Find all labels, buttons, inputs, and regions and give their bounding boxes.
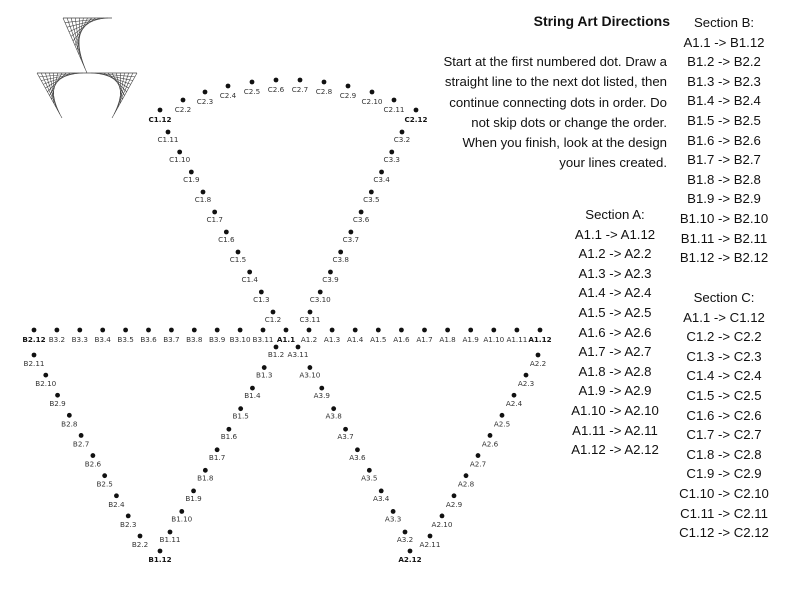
direction-item: A1.7 -> A2.7 [578,344,652,360]
dot-C1-6 [224,230,229,235]
dot-label: C3.4 [373,175,390,184]
dot-label: C2.11 [383,105,405,114]
dot-label: C2.2 [174,105,192,114]
dot-C3-3 [389,150,394,155]
direction-item: B1.9 -> B2.9 [687,191,761,207]
dot-C2-5 [250,80,255,85]
dot-label: C1.10 [169,155,191,164]
direction-item: B1.8 -> B2.8 [687,171,761,187]
direction-item: A1.9 -> A2.9 [578,383,652,399]
dot-label: B2.9 [49,399,66,409]
dot-A2-3 [524,373,529,378]
dot-C2-7 [298,78,303,83]
dot-B2-6 [90,453,95,458]
dot-label: A3.5 [361,473,378,483]
dot-label: C3.10 [309,295,331,304]
dot-label: A1.4 [347,335,364,344]
dot-A2-2 [536,353,541,358]
dot-A1-11 [515,328,520,333]
dot-label: A1.6 [393,335,410,344]
dot-label: C3.11 [299,315,321,324]
dot-B2-9 [55,393,60,398]
dot-label: B1.6 [220,432,238,442]
direction-item: A1.11 -> A2.11 [572,422,658,438]
dot-B2-10 [43,373,48,378]
dot-A3-8 [331,406,336,411]
dot-label: A3.6 [349,452,366,462]
directions-text: Start at the first numbered dot. Draw a straight line to the next dot listed, then continue connecting dots in order. Do not skip dots or change the order. When you finish, look at the design your lines created. [443,54,667,171]
dot-C3-4 [379,170,384,175]
dot-C1-11 [166,130,171,135]
dot-C1-8 [201,190,206,195]
dot-label: A2.10 [431,519,453,529]
direction-item: C1.10 -> C2.10 [679,485,769,501]
dot-label: C2.6 [267,85,285,94]
direction-item: A1.3 -> A2.3 [578,265,652,281]
dot-label: C1.9 [183,175,200,184]
dot-label: B1.10 [171,514,193,524]
dot-label: A1.2 [300,335,318,344]
dot-label: C2.8 [315,87,333,96]
dot-label: A1.1 [276,335,296,344]
dot-label: B3.10 [229,335,251,344]
dot-label: A3.2 [396,535,414,544]
direction-item: A1.12 -> A2.12 [571,442,659,458]
dot-B3-4 [100,328,105,333]
section-b-list [668,33,780,268]
dot-label: A3.7 [337,432,354,442]
section-c-list [668,308,780,543]
dot-C2-6 [274,78,279,83]
dot-B3-10 [238,328,243,333]
dot-label: B2.8 [61,419,78,429]
direction-item: C1.8 -> C2.8 [686,446,762,462]
dot-label: A3.3 [384,514,402,524]
dot-label: A2.9 [445,499,463,509]
direction-item: C1.5 -> C2.5 [686,387,762,403]
dot-B3-3 [77,328,82,333]
dot-label: A1.12 [528,335,552,344]
dot-label: B2.12 [22,335,46,344]
dot-label: B2.6 [84,459,102,469]
direction-item: A1.4 -> A2.4 [578,285,652,301]
direction-item: A1.1 -> B1.12 [683,34,765,50]
dot-label: C2.3 [196,97,214,106]
dot-C1-4 [247,270,252,275]
dot-C2-9 [346,84,351,89]
dot-label: B1.5 [232,411,249,421]
dot-A3-10 [307,365,312,370]
direction-item: B1.12 -> B2.12 [679,250,769,266]
dot-A1-7 [422,328,427,333]
dot-label: A3.8 [325,411,342,421]
dot-label: C2.4 [219,91,237,100]
dot-label: B3.2 [48,335,66,344]
dot-C1-9 [189,170,194,175]
dot-B1-5 [238,406,243,411]
dot-label: A2.4 [505,399,523,409]
dot-label: C3.7 [342,235,360,244]
dot-C3-2 [400,130,405,135]
dot-label: C3.5 [363,195,380,204]
dot-B2-7 [79,433,84,438]
dot-B2-12 [32,328,37,333]
dot-C1-12 [158,108,163,113]
dot-B1-12 [158,549,163,554]
dot-label: C3.2 [393,135,411,144]
dot-C1-10 [177,150,182,155]
dot-B3-7 [169,328,174,333]
direction-item: C1.6 -> C2.6 [686,407,762,423]
dot-A1-9 [468,328,473,333]
dot-label: C1.5 [229,255,247,264]
dot-label: C1.11 [157,135,179,144]
dot-label: A1.9 [462,335,479,344]
dot-label: B3.8 [186,335,203,344]
dot-B1-10 [179,509,184,514]
dot-A3-4 [379,488,384,493]
section-a [560,205,670,460]
direction-item: A1.6 -> A2.6 [578,324,652,340]
dot-B2-2 [138,534,143,539]
dot-B1-3 [262,365,267,370]
dot-C1-5 [236,250,241,255]
dot-label: A3.11 [287,350,309,359]
direction-item: A1.5 -> A2.5 [578,304,652,320]
dot-C1-3 [259,290,264,295]
dot-C3-9 [328,270,333,275]
dot-A1-10 [491,328,496,333]
dot-label: B1.2 [267,350,285,359]
dot-label: C3.8 [332,255,349,264]
dot-label: A2.11 [419,540,441,549]
dot-B1-7 [215,447,220,452]
direction-item: B1.7 -> B2.7 [687,152,761,168]
dot-A1-8 [445,328,450,333]
dot-label: A3.9 [313,391,330,401]
direction-item: B1.6 -> B2.6 [687,132,761,148]
dot-label: B3.11 [252,335,274,344]
section-a-heading: Section A: [585,207,645,222]
dot-B2-11 [32,353,37,358]
dot-A2-7 [476,453,481,458]
dot-A3-7 [343,427,348,432]
direction-item: A1.10 -> A2.10 [571,402,659,418]
dot-label: A1.10 [483,335,505,344]
dot-B1-11 [168,530,173,535]
direction-item: C1.2 -> C2.2 [686,329,762,345]
dot-label: A1.11 [506,335,528,344]
dot-A1-4 [353,328,358,333]
dot-C2-8 [322,80,327,85]
section-a-list [560,225,670,460]
dot-B2-8 [67,413,72,418]
dot-label: A2.6 [481,439,499,449]
direction-item: A1.2 -> A2.2 [578,246,652,262]
dot-C1-7 [212,210,217,215]
dot-label: C2.5 [243,87,261,96]
dot-label: B1.8 [197,473,214,483]
dot-label: B2.11 [23,359,45,368]
dot-label: B3.6 [140,335,157,344]
dot-A3-3 [391,509,396,514]
dot-label: C2.7 [291,85,309,94]
dot-label: C3.9 [322,275,339,284]
dot-C3-5 [369,190,374,195]
dot-label: B1.7 [208,452,226,462]
dot-label: A2.12 [398,555,422,564]
dot-label: C1.4 [241,275,258,284]
dot-label: B2.2 [131,540,149,549]
section-c-heading: Section C: [693,290,755,305]
dot-C2-10 [370,90,375,95]
dot-B1-4 [250,386,255,391]
dot-label: C1.12 [148,115,172,124]
dot-label: A1.3 [323,335,341,344]
dot-label: B1.9 [185,493,202,503]
dot-A3-9 [319,386,324,391]
dot-A3-5 [367,468,372,473]
dot-B2-5 [102,473,107,478]
dot-label: B3.9 [209,335,226,344]
dot-A1-5 [376,328,381,333]
dot-label: C2.10 [361,97,383,106]
dot-A3-11 [296,345,301,350]
dot-A3-6 [355,447,360,452]
dot-label: B3.7 [163,335,180,344]
dot-label: A1.8 [439,335,456,344]
dot-C3-10 [318,290,323,295]
direction-item: B1.2 -> B2.2 [687,54,761,70]
dot-C2-2 [181,98,186,103]
direction-item: C1.4 -> C2.4 [686,368,762,384]
dot-A1-1 [284,328,289,333]
dot-B3-5 [123,328,128,333]
dot-label: A2.3 [517,379,535,389]
dot-label: C3.6 [352,215,370,224]
direction-item: C1.9 -> C2.9 [686,466,762,482]
dot-C3-6 [359,210,364,215]
dot-C2-12 [414,108,419,113]
dot-C3-11 [308,310,313,315]
dot-label: C1.6 [218,235,235,244]
direction-item: A1.8 -> A2.8 [578,363,652,379]
dot-label: B3.5 [117,335,134,344]
dot-A1-6 [399,328,404,333]
dot-label: B1.3 [256,370,273,380]
direction-item: C1.3 -> C2.3 [686,348,762,364]
section-b [668,13,780,268]
dot-label: C2.12 [404,115,428,124]
dot-A2-9 [452,493,457,498]
dot-label: B2.5 [96,479,113,489]
dot-B2-3 [126,513,131,518]
dot-label: A3.4 [373,493,390,503]
section-b-heading: Section B: [693,15,755,30]
page-title: String Art Directions [533,13,670,29]
dot-A1-2 [307,328,312,333]
direction-item: B1.10 -> B2.10 [679,210,769,226]
dot-label: A3.10 [299,370,321,380]
dot-label: B2.7 [72,439,90,449]
dot-A2-4 [512,393,517,398]
example-preview-image [37,18,137,118]
dot-label: B2.4 [108,499,125,509]
dot-label: A2.7 [469,459,487,469]
dot-label: C2.9 [339,91,357,100]
dot-B3-6 [146,328,151,333]
dot-B1-8 [203,468,208,473]
direction-item: C1.7 -> C2.7 [686,427,762,443]
dot-label: B3.4 [94,335,111,344]
dot-label: A1.7 [416,335,433,344]
direction-item: B1.5 -> B2.5 [687,112,761,128]
dot-label: A2.2 [529,359,547,368]
dot-B3-11 [261,328,266,333]
dot-label: B1.4 [244,391,261,401]
dot-A1-12 [538,328,543,333]
dot-label: C1.7 [206,215,223,224]
dot-A2-8 [464,473,469,478]
dot-A2-12 [408,549,413,554]
dot-A2-10 [440,513,445,518]
dot-C2-3 [203,90,208,95]
dot-C3-8 [338,250,343,255]
dot-A2-11 [428,534,433,539]
dot-label: C3.3 [383,155,401,164]
direction-item: B1.4 -> B2.4 [687,93,761,109]
dot-B1-6 [226,427,231,432]
dot-C2-11 [392,98,397,103]
dot-label: C1.2 [264,315,282,324]
dot-label: B1.11 [159,535,181,544]
dot-label: A2.8 [457,479,475,489]
dot-label: C1.3 [253,295,270,304]
direction-item: B1.11 -> B2.11 [680,230,768,246]
dot-B2-4 [114,493,119,498]
direction-item: C1.12 -> C2.12 [679,525,769,541]
dot-B3-9 [215,328,220,333]
direction-item: C1.11 -> C2.11 [680,505,768,521]
dot-label: A2.5 [493,419,511,429]
dot-A2-5 [500,413,505,418]
direction-item: B1.3 -> B2.3 [687,73,761,89]
dot-A2-6 [488,433,493,438]
direction-item: A1.1 -> C1.12 [683,309,765,325]
dot-B1-2 [274,345,279,350]
dot-A3-2 [403,530,408,535]
dot-B1-9 [191,488,196,493]
dot-label: B3.3 [71,335,88,344]
dot-label: B2.3 [120,519,137,529]
section-c [668,288,780,543]
dot-B3-8 [192,328,197,333]
dot-label: C1.8 [194,195,212,204]
dot-C3-7 [348,230,353,235]
dot-C1-2 [271,310,276,315]
dot-label: A1.5 [370,335,387,344]
dot-B3-2 [55,328,60,333]
dot-A1-3 [330,328,335,333]
dot-label: B1.12 [148,555,172,564]
dot-label: B2.10 [35,379,57,389]
dot-C2-4 [226,84,231,89]
direction-item: A1.1 -> A1.12 [574,226,656,242]
